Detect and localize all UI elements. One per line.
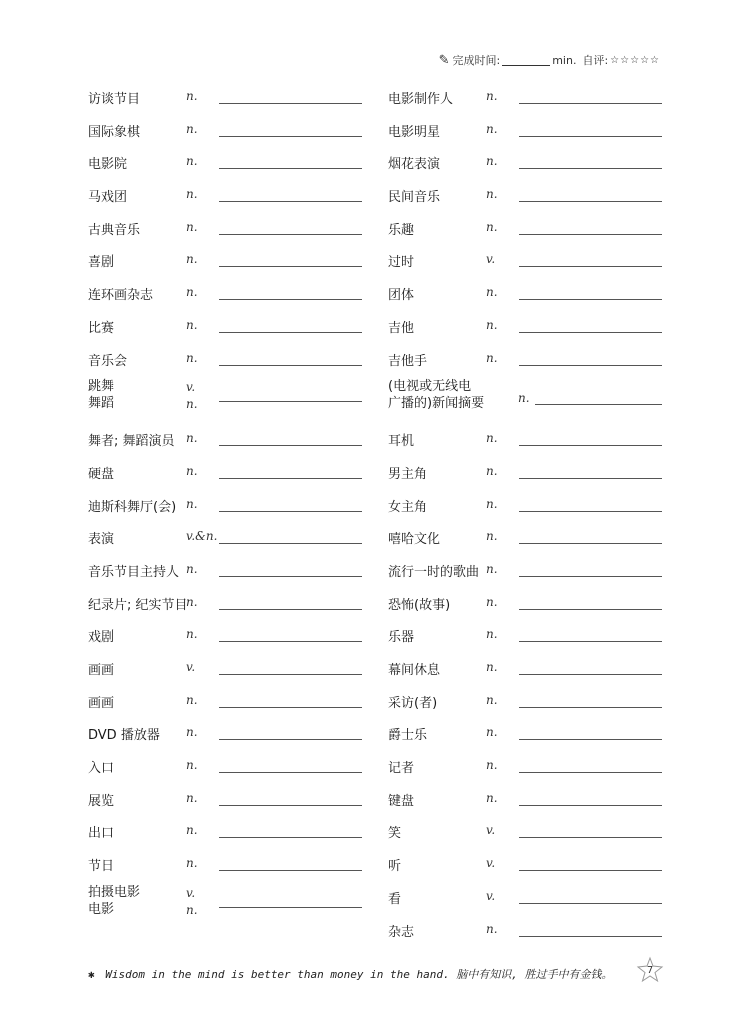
vocab-row: [388, 880, 688, 913]
answer-line[interactable]: [519, 739, 662, 740]
vocab-row: [388, 586, 688, 619]
term-chinese: 迪斯科舞厅(会): [88, 499, 177, 515]
vocab-row: [88, 309, 388, 342]
part-of-speech: v. n.: [186, 885, 198, 917]
answer-line[interactable]: [219, 707, 362, 708]
answer-line[interactable]: [519, 299, 662, 300]
vocab-row: [88, 211, 388, 244]
answer-line[interactable]: [519, 365, 662, 366]
term-chinese: 过时: [388, 255, 415, 271]
part-of-speech: n.: [486, 921, 498, 936]
term-chinese: 爵士乐: [388, 728, 428, 744]
term-chinese: 笑: [388, 826, 402, 842]
answer-line[interactable]: [519, 674, 662, 675]
part-of-speech: n.: [186, 89, 198, 103]
part-of-speech: n.: [486, 350, 498, 365]
term-chinese: 国际象棋: [88, 124, 141, 140]
vocab-row: [388, 651, 688, 684]
term-chinese: 拍摄电影 电影: [88, 884, 141, 917]
part-of-speech: n.: [486, 121, 498, 136]
vocab-row: [88, 276, 388, 309]
term-chinese: 嘻哈文化: [388, 532, 441, 548]
part-of-speech: n.: [186, 187, 198, 202]
part-of-speech: v.: [486, 823, 496, 838]
page-number-badge: [636, 956, 664, 984]
part-of-speech: n.: [486, 463, 498, 478]
term-chinese: 访谈节目: [88, 92, 141, 107]
term-chinese: 电影院: [88, 157, 128, 173]
part-of-speech: n.: [186, 627, 198, 642]
answer-line[interactable]: [519, 707, 662, 708]
time-blank[interactable]: [502, 54, 550, 66]
part-of-speech: n.: [186, 317, 198, 332]
part-of-speech: v. n.: [186, 380, 198, 412]
term-chinese: 音乐会: [88, 353, 128, 369]
answer-line[interactable]: [519, 837, 662, 838]
right-column: [388, 80, 688, 945]
pencil-icon: ✎: [438, 52, 450, 68]
part-of-speech: n.: [186, 252, 198, 267]
part-of-speech: v.: [486, 856, 496, 871]
part-of-speech: n.: [186, 823, 198, 838]
part-of-speech: n.: [486, 561, 498, 576]
answer-line[interactable]: [519, 168, 662, 169]
term-chinese: 舞者; 舞蹈演员: [88, 434, 175, 450]
part-of-speech: n.: [486, 790, 498, 805]
vocab-row: [388, 113, 688, 146]
answer-line[interactable]: [219, 266, 362, 267]
part-of-speech: n.: [186, 594, 198, 609]
term-chinese: 出口: [88, 826, 115, 842]
part-of-speech: n.: [486, 219, 498, 234]
vocab-row: [388, 749, 688, 782]
answer-line[interactable]: [219, 478, 362, 479]
answer-line[interactable]: [219, 837, 362, 838]
answer-line[interactable]: [219, 299, 362, 300]
answer-line[interactable]: [519, 511, 662, 512]
vocab-row: [388, 814, 688, 847]
bullet-icon: ✱: [88, 968, 95, 981]
part-of-speech: n.: [486, 431, 498, 446]
part-of-speech: n.: [186, 121, 198, 136]
term-chinese: 节日: [88, 859, 115, 875]
term-chinese: 乐器: [388, 630, 415, 646]
answer-line[interactable]: [219, 103, 362, 104]
term-chinese: 入口: [88, 761, 115, 777]
answer-line[interactable]: [519, 266, 662, 267]
vocab-row: [88, 651, 388, 684]
term-chinese: 流行一时的歌曲: [388, 564, 480, 580]
part-of-speech: n.: [486, 154, 498, 169]
term-chinese: 硬盘: [88, 466, 115, 482]
vocab-row: [388, 618, 688, 651]
term-chinese: 耳机: [388, 434, 415, 450]
answer-line[interactable]: [219, 576, 362, 577]
vocab-row: [88, 814, 388, 847]
term-chinese: 看: [388, 891, 402, 907]
min-label: min.: [552, 53, 577, 67]
answer-line[interactable]: [519, 445, 662, 446]
answer-line[interactable]: [519, 609, 662, 610]
vocab-row: [388, 520, 688, 553]
term-chinese: 听: [388, 859, 402, 875]
term-chinese: 采访(者): [388, 695, 438, 711]
page-number: 7: [646, 964, 654, 976]
part-of-speech: n.: [186, 692, 198, 707]
vocab-row: [88, 342, 388, 375]
answer-line[interactable]: [535, 404, 662, 405]
part-of-speech: n.: [518, 391, 530, 406]
part-of-speech: n.: [486, 496, 498, 511]
term-chinese: (电视或无线电 广播的)新闻摘要: [388, 379, 485, 412]
vocab-row: [388, 178, 688, 211]
term-chinese: 电影制作人: [388, 92, 454, 107]
part-of-speech: n.: [486, 594, 498, 609]
vocab-row: [88, 553, 388, 586]
term-chinese: 团体: [388, 288, 415, 304]
answer-line[interactable]: [219, 772, 362, 773]
part-of-speech: n.: [486, 89, 498, 103]
part-of-speech: n.: [186, 463, 198, 478]
part-of-speech: n.: [186, 856, 198, 871]
vocab-row: [388, 309, 688, 342]
part-of-speech: n.: [486, 285, 498, 300]
answer-line[interactable]: [219, 543, 362, 544]
part-of-speech: n.: [186, 431, 198, 446]
vocab-row: [388, 488, 688, 521]
answer-line[interactable]: [219, 641, 362, 642]
vocab-row: [88, 684, 388, 717]
term-chinese: 吉他手: [388, 353, 428, 369]
left-column: [88, 80, 388, 928]
vocab-row: [88, 422, 388, 455]
part-of-speech: n.: [486, 725, 498, 740]
term-chinese: 画画: [88, 695, 115, 711]
vocab-row: [88, 374, 388, 422]
term-chinese: 杂志: [388, 924, 415, 940]
vocab-row: [388, 342, 688, 375]
term-chinese: 展览: [88, 793, 115, 809]
vocab-row: [88, 782, 388, 815]
vocab-row: [88, 145, 388, 178]
vocab-row: [388, 913, 688, 946]
vocab-row: [88, 716, 388, 749]
part-of-speech: n.: [186, 496, 198, 511]
term-chinese: 民间音乐: [388, 190, 441, 206]
term-chinese: 吉他: [388, 320, 415, 336]
term-chinese: 古典音乐: [88, 222, 141, 238]
answer-line[interactable]: [519, 576, 662, 577]
part-of-speech: n.: [486, 758, 498, 773]
part-of-speech: v.: [186, 660, 196, 674]
answer-line[interactable]: [519, 332, 662, 333]
answer-line[interactable]: [519, 870, 662, 871]
answer-line[interactable]: [519, 936, 662, 937]
vocab-row: [388, 243, 688, 276]
term-chinese: 乐趣: [388, 222, 415, 238]
part-of-speech: n.: [186, 561, 198, 576]
answer-line[interactable]: [519, 641, 662, 642]
vocab-row: [88, 618, 388, 651]
vocab-row: [88, 847, 388, 880]
answer-line[interactable]: [219, 201, 362, 202]
vocab-row: [388, 455, 688, 488]
term-chinese: DVD 播放器: [88, 728, 160, 744]
answer-line[interactable]: [219, 907, 362, 908]
vocab-row: [388, 782, 688, 815]
vocab-row: [88, 113, 388, 146]
vocab-row: [88, 80, 388, 113]
answer-line[interactable]: [219, 136, 362, 137]
term-chinese: 音乐节目主持人: [88, 564, 180, 580]
vocab-row: [388, 847, 688, 880]
vocab-row: [388, 716, 688, 749]
term-chinese: 恐怖(故事): [388, 597, 451, 613]
part-of-speech: v.: [486, 252, 496, 267]
term-chinese: 记者: [388, 761, 415, 777]
part-of-speech: n.: [486, 627, 498, 642]
term-chinese: 表演: [88, 532, 115, 548]
part-of-speech: n.: [486, 692, 498, 707]
term-chinese: 电影明星: [388, 124, 441, 140]
answer-line[interactable]: [219, 234, 362, 235]
vocab-row: [88, 880, 388, 928]
vocab-row: [388, 684, 688, 717]
answer-line[interactable]: [519, 136, 662, 137]
term-chinese: 烟花表演: [388, 157, 441, 173]
part-of-speech: n.: [186, 350, 198, 365]
proverb: Wisdom in the mind is better than money in the hand. 脑中有知识, 胜过手中有金钱。: [105, 968, 613, 981]
answer-line[interactable]: [219, 168, 362, 169]
part-of-speech: n.: [186, 725, 198, 740]
term-chinese: 键盘: [388, 793, 415, 809]
vocab-row: [388, 553, 688, 586]
term-chinese: 连环画杂志: [88, 288, 154, 304]
answer-line[interactable]: [219, 609, 362, 610]
vocab-row: [388, 211, 688, 244]
term-chinese: 喜剧: [88, 255, 115, 271]
vocab-row: [388, 80, 688, 113]
answer-line[interactable]: [519, 903, 662, 904]
term-chinese: 男主角: [388, 466, 428, 482]
part-of-speech: v.&n.: [186, 529, 218, 544]
vocab-row: [88, 749, 388, 782]
part-of-speech: n.: [486, 529, 498, 544]
rating-label: 自评:: [582, 54, 609, 67]
part-of-speech: n.: [486, 660, 498, 674]
vocab-row: [388, 422, 688, 455]
vocab-row: [88, 586, 388, 619]
answer-line[interactable]: [219, 445, 362, 446]
vocab-row: [388, 276, 688, 309]
header: [439, 52, 660, 68]
part-of-speech: n.: [186, 790, 198, 805]
term-chinese: 幕间休息: [388, 663, 441, 678]
term-chinese: 马戏团: [88, 190, 128, 206]
vocab-row: [88, 455, 388, 488]
term-chinese: 纪录片; 纪实节目: [88, 597, 188, 613]
footer: [88, 966, 613, 982]
term-chinese: 比赛: [88, 320, 115, 336]
answer-line[interactable]: [519, 103, 662, 104]
part-of-speech: n.: [186, 154, 198, 169]
part-of-speech: n.: [186, 285, 198, 300]
answer-line[interactable]: [519, 543, 662, 544]
answer-line[interactable]: [219, 365, 362, 366]
answer-line[interactable]: [219, 805, 362, 806]
answer-line[interactable]: [219, 401, 362, 402]
answer-line[interactable]: [219, 739, 362, 740]
answer-line[interactable]: [519, 234, 662, 235]
part-of-speech: v.: [486, 888, 496, 903]
vocab-row: [88, 488, 388, 521]
part-of-speech: n.: [186, 758, 198, 773]
answer-line[interactable]: [219, 511, 362, 512]
answer-line[interactable]: [219, 674, 362, 675]
part-of-speech: n.: [486, 317, 498, 332]
vocab-row: [88, 520, 388, 553]
answer-line[interactable]: [519, 201, 662, 202]
term-chinese: 戏剧: [88, 630, 115, 646]
answer-line[interactable]: [519, 478, 662, 479]
answer-line[interactable]: [219, 870, 362, 871]
vocab-row: [88, 178, 388, 211]
vocab-row: [388, 374, 688, 422]
vocab-row: [388, 145, 688, 178]
time-label: 完成时间:: [452, 54, 501, 67]
term-chinese: 跳舞 舞蹈: [88, 379, 115, 412]
part-of-speech: n.: [186, 219, 198, 234]
term-chinese: 画画: [88, 663, 115, 678]
answer-line[interactable]: [519, 805, 662, 806]
vocab-row: [88, 243, 388, 276]
part-of-speech: n.: [486, 187, 498, 202]
answer-line[interactable]: [219, 332, 362, 333]
star-rating[interactable]: ☆☆☆☆☆: [610, 54, 660, 66]
term-chinese: 女主角: [388, 499, 428, 515]
answer-line[interactable]: [519, 772, 662, 773]
